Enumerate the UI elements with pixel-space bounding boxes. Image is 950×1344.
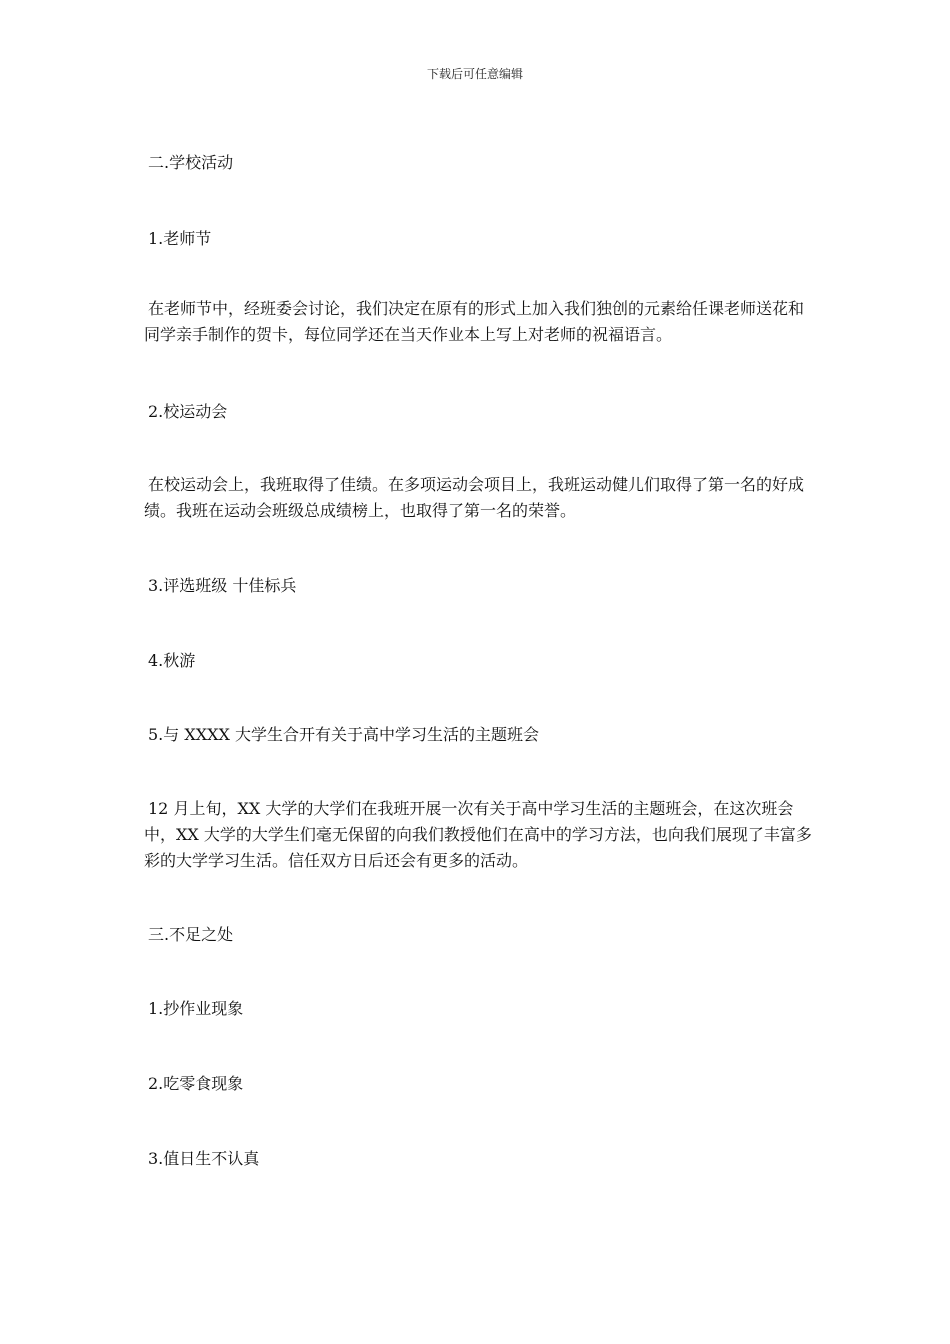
paragraph-theme-meeting: 12 月上旬，XX 大学的大学们在我班开展一次有关于高中学习生活的主题班会，在这次班会中，XX 大学的大学生们毫无保留的向我们教授他们在高中的学习方法，也向我们展现了丰富多彩的大学学习生活。信任双方日后还会有更多的活动。 xyxy=(144,799,812,870)
section-title-school-activities: 二.学校活动 xyxy=(148,153,234,172)
item-title-autumn-trip: 4.秋游 xyxy=(148,651,196,670)
item-title-theme-meeting: 5.与 XXXX 大学生合开有关于高中学习生活的主题班会 xyxy=(148,725,540,744)
item-title-sports-meet: 2.校运动会 xyxy=(148,402,228,421)
page-header: 下载后可任意编辑 xyxy=(426,67,523,81)
issue-eating-snacks: 2.吃零食现象 xyxy=(148,1074,244,1093)
paragraph-sports-meet: 在校运动会上，我班取得了佳绩。在多项运动会项目上，我班运动健儿们取得了第一名的好成绩。我班在运动会班级总成绩榜上，也取得了第一名的荣誉。 xyxy=(144,475,805,520)
issue-duty-not-serious: 3.值日生不认真 xyxy=(148,1149,260,1168)
section-title-shortcomings: 三.不足之处 xyxy=(148,925,234,944)
item-title-top-ten: 3.评选班级 十佳标兵 xyxy=(148,576,297,595)
item-title-teachers-day: 1.老师节 xyxy=(148,229,212,248)
paragraph-teachers-day: 在老师节中，经班委会讨论，我们决定在原有的形式上加入我们独创的元素给任课老师送花和同学亲手制作的贺卡，每位同学还在当天作业本上写上对老师的祝福语言。 xyxy=(144,299,805,344)
issue-copying-homework: 1.抄作业现象 xyxy=(148,999,244,1018)
